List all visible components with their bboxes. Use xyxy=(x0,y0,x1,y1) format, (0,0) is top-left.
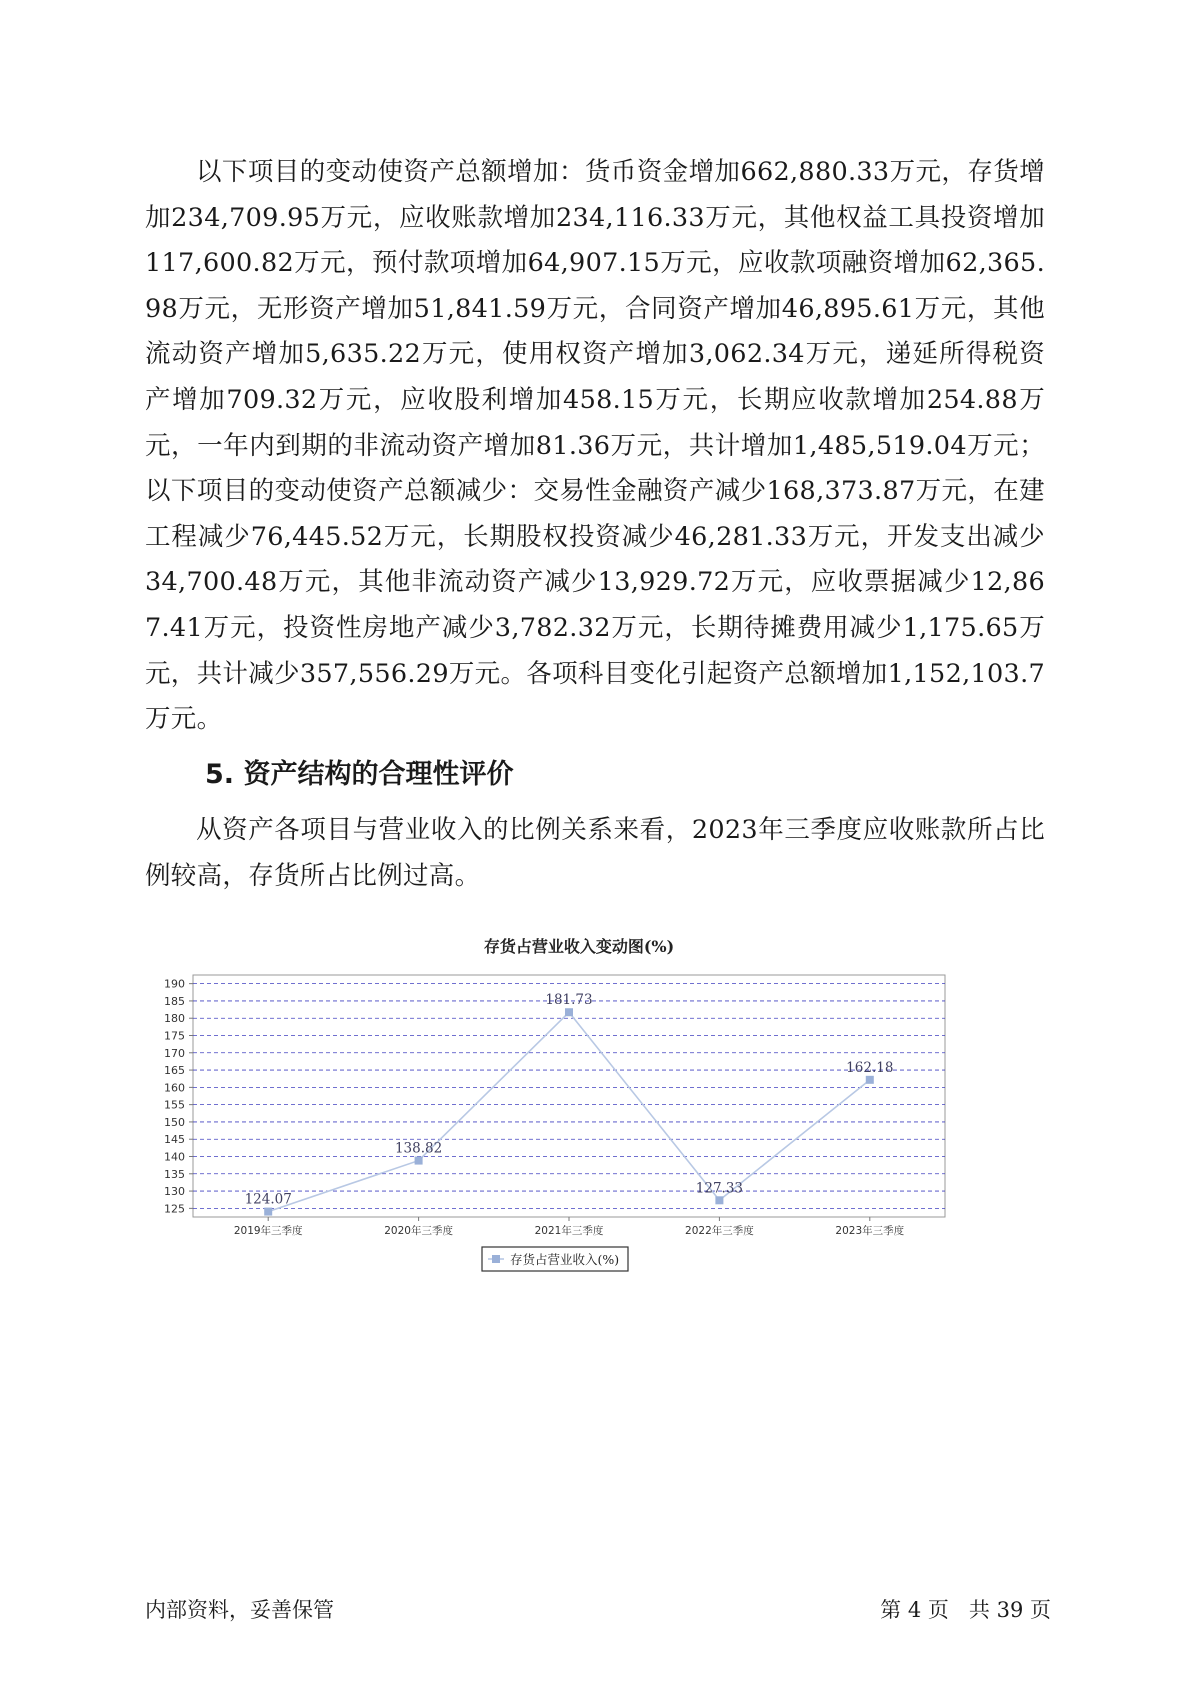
y-tick-label: 140 xyxy=(164,1150,185,1164)
data-label: 127.33 xyxy=(695,1180,744,1197)
y-tick-label: 165 xyxy=(164,1064,185,1078)
y-tick-label: 175 xyxy=(164,1029,185,1043)
footer-page-number xyxy=(880,1594,1051,1624)
body-paragraph-asset-structure: 从资产各项目与营业收入的比例关系来看，2023年三季度应收账款所占比例较高，存货所占比例过高。 xyxy=(145,815,1045,891)
data-label: 138.82 xyxy=(394,1140,443,1157)
data-point-marker xyxy=(264,1208,272,1216)
y-tick-label: 160 xyxy=(164,1081,185,1095)
y-tick-label: 150 xyxy=(164,1115,185,1129)
legend-marker xyxy=(492,1255,500,1263)
footer-total-label: 共 39 页 xyxy=(968,1598,1051,1622)
y-tick-label: 155 xyxy=(164,1098,185,1112)
y-tick-label: 190 xyxy=(164,977,185,991)
footer-confidential-note: 内部资料，妥善保管 xyxy=(145,1598,334,1622)
x-tick-label: 2020年三季度 xyxy=(384,1225,453,1237)
data-point-marker xyxy=(565,1008,573,1016)
data-label: 124.07 xyxy=(244,1191,292,1208)
legend-label: 存货占营业收入(%) xyxy=(510,1252,620,1267)
y-tick-label: 125 xyxy=(164,1202,185,1216)
y-tick-label: 135 xyxy=(164,1167,185,1181)
chart-title: 存货占营业收入变动图(%) xyxy=(483,937,675,956)
data-point-marker xyxy=(415,1157,423,1165)
y-tick-label: 180 xyxy=(164,1012,185,1026)
y-tick-label: 130 xyxy=(164,1185,185,1199)
x-tick-label: 2021年三季度 xyxy=(534,1225,604,1237)
data-label: 162.18 xyxy=(846,1059,894,1076)
inventory-revenue-chart xyxy=(150,920,1030,1380)
body-paragraph-asset-changes: 以下项目的变动使资产总额增加：货币资金增加662,880.33万元，存货增加234,709.95万元，应收账款增加234,116.33万元，其他权益工具投资增加117,600.82万元，预付款项增加64,907.15万元，应收款项融资增加62,365.98万元，无形资产增加51,841.59万元，合同资产增加46,895.61万元，其他流动资产增加5,635.22万元，使用权资产增加3,062.34万元，递延所得税资产增加709.32万元，应收股利增加458.15万元，长期应收款增加254.88万元，一年内到期的非流动资产增加81.36万元，共计增加1,485,519.04万元；以下项目的变动使资产总额减少：交易性金融资产减少168,373.87万元，在建工程减少76,445.52万元，长期股权投资减少46,281.33万元，开发支出减少34,700.48万元，其他非流动资产减少13,929.72万元，应收票据减少12,867.41万元，投资性房地产减少3,782.32万元，长期待摊费用减少1,175.65万元，共计减少357,556.29万元。各项科目变化引起资产总额增加1,152,103.7万元。 xyxy=(145,157,1045,735)
x-tick-label: 2019年三季度 xyxy=(233,1225,303,1237)
y-tick-label: 170 xyxy=(164,1046,185,1060)
x-tick-label: 2022年三季度 xyxy=(685,1225,754,1237)
data-label: 181.73 xyxy=(545,992,593,1009)
y-tick-label: 145 xyxy=(164,1133,185,1147)
section-heading: 5. 资产结构的合理性评价 xyxy=(205,759,514,790)
y-tick-label: 185 xyxy=(164,994,185,1008)
data-point-marker xyxy=(866,1076,874,1084)
footer-page-label: 第 4 页 xyxy=(880,1598,949,1622)
x-tick-label: 2023年三季度 xyxy=(835,1225,905,1237)
data-point-marker xyxy=(715,1196,723,1204)
chart-svg xyxy=(150,920,1030,1380)
